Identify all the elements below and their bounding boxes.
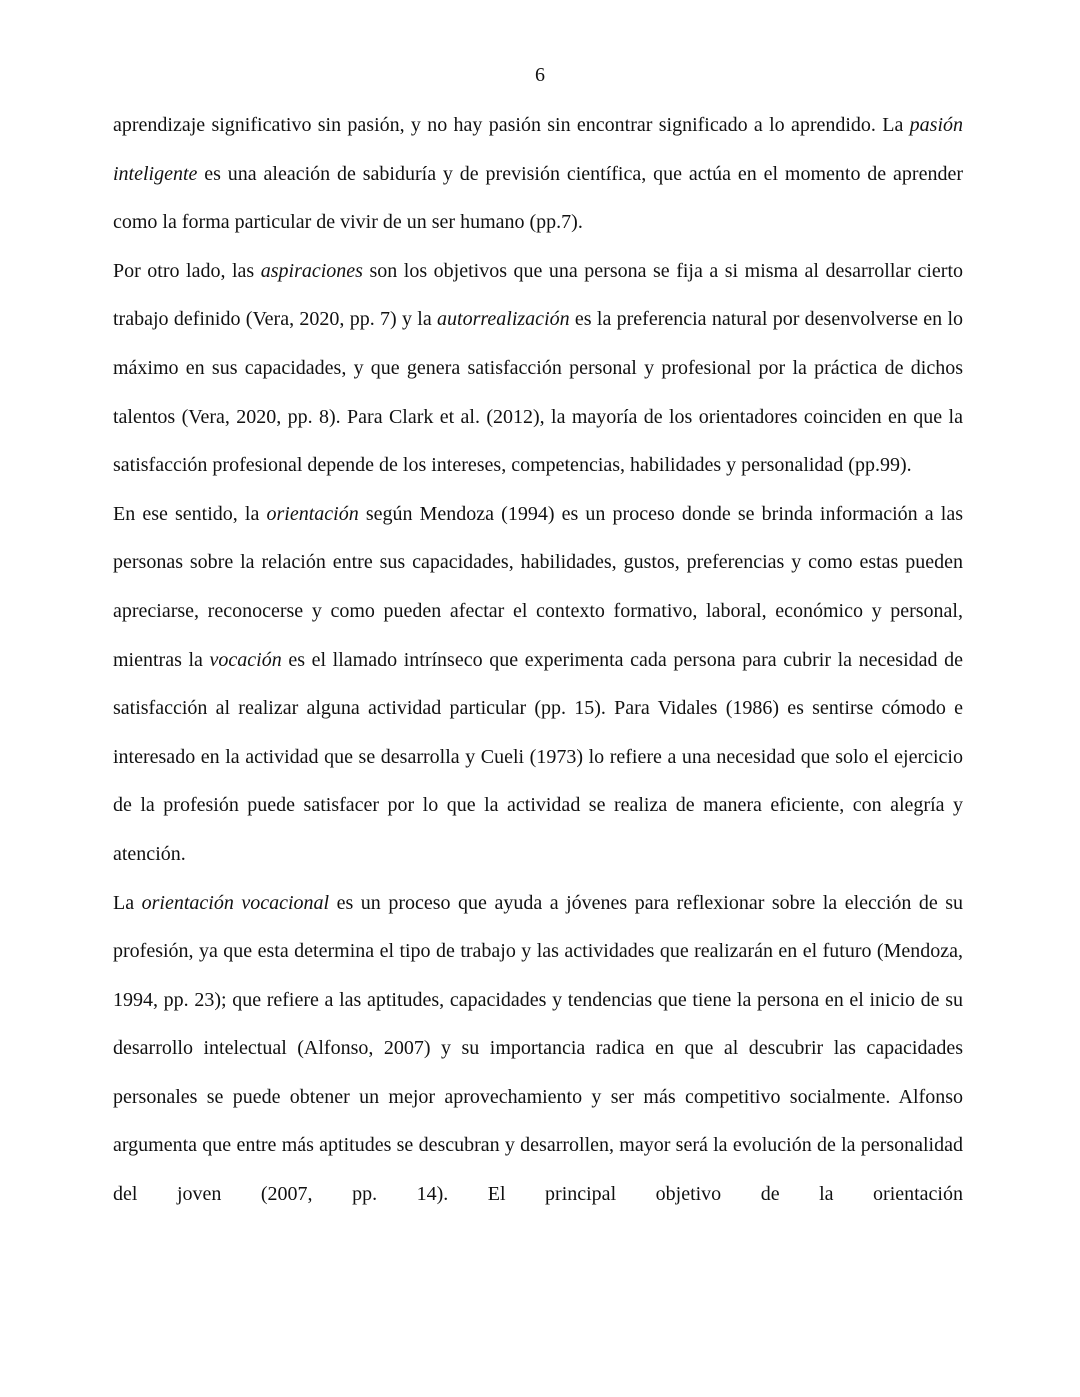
- italic-term-orientacion-vocacional: orientación vocacional: [141, 891, 330, 914]
- text-segment: La: [113, 891, 142, 914]
- paragraph-orientacion: [113, 490, 963, 879]
- text-segment: es el llamado intrínseco que experimenta cada persona para cubrir la necesidad de satisfacción al realizar alguna actividad particular (pp. 15). Para Vidales (1986) es sentirse cómodo e interesado en la actividad que se desarrolla y Cueli (1973) lo refiere a una necesidad que solo el ejercicio de la profesión puede satisfacer por lo que la actividad se realiza de manera eficiente, con alegría y atención.: [113, 648, 963, 865]
- text-segment: En ese sentido, la: [113, 502, 267, 525]
- text-segment: son los objetivos que una persona se fija a si misma al desarrollar cierto trabajo definido (Vera, 2020, pp. 7) y la: [113, 259, 964, 331]
- text-segment: Por otro lado, las: [113, 259, 261, 282]
- italic-term-aspiraciones: aspiraciones: [260, 259, 363, 282]
- italic-term-pasion-inteligente: pasión inteligente: [113, 114, 963, 185]
- italic-term-orientacion: orientación: [266, 502, 359, 525]
- paragraph-orientacion-vocacional: [113, 879, 963, 1219]
- text-segment: según Mendoza (1994) es un proceso donde se brinda información a las personas sobre la relación entre sus capacidades, habilidades, gustos, preferencias y como estas pueden apreciarse, reconocerse y como pueden afectar el contexto formativo, laboral, económico y personal, mientras la: [113, 502, 963, 671]
- body-text: [113, 101, 963, 1219]
- page-number: 6: [535, 64, 545, 86]
- text-segment: es la preferencia natural por desenvolverse en lo máximo en sus capacidades, y que genera satisfacción personal y profesional por la práctica de dichos talentos (Vera, 2020, pp. 8). Para Clark et al. (2012), la mayoría de los orientadores coinciden en que la satisfacción profesional depende de los intereses, competencias, habilidades y personalidad (pp.99).: [113, 308, 963, 477]
- text-segment: es un proceso que ayuda a jóvenes para reflexionar sobre la elección de su profesión, ya que esta determina el tipo de trabajo y las actividades que realizarán en el futuro (Mendoza, 1994, pp. 23); que refiere a las aptitudes, capacidades y tendencias que tiene la persona en el inicio de su desarrollo intelectual (Alfonso, 2007) y su importancia radica en que al descubrir las capacidades personales se puede obtener un mejor aprovechamiento y ser más competitivo socialmente. Alfonso argumenta que entre más aptitudes se descubran y desarrollen, mayor será la evolución de la personalidad del joven (2007, pp. 14). El principal objetivo de la orientación: [113, 891, 964, 1206]
- paragraph-aspiraciones: [113, 247, 963, 490]
- italic-term-autorrealizacion: autorrealización: [437, 308, 570, 331]
- text-segment: aprendizaje significativo sin pasión, y no hay pasión sin encontrar significado a lo aprendido. La: [113, 114, 910, 136]
- paragraph-pasion-inteligente: [113, 101, 963, 247]
- text-segment: es una aleación de sabiduría y de previsión científica, que actúa en el momento de aprender como la forma particular de vivir de un ser humano (pp.7).: [113, 162, 963, 234]
- italic-term-vocacion: vocación: [209, 648, 282, 671]
